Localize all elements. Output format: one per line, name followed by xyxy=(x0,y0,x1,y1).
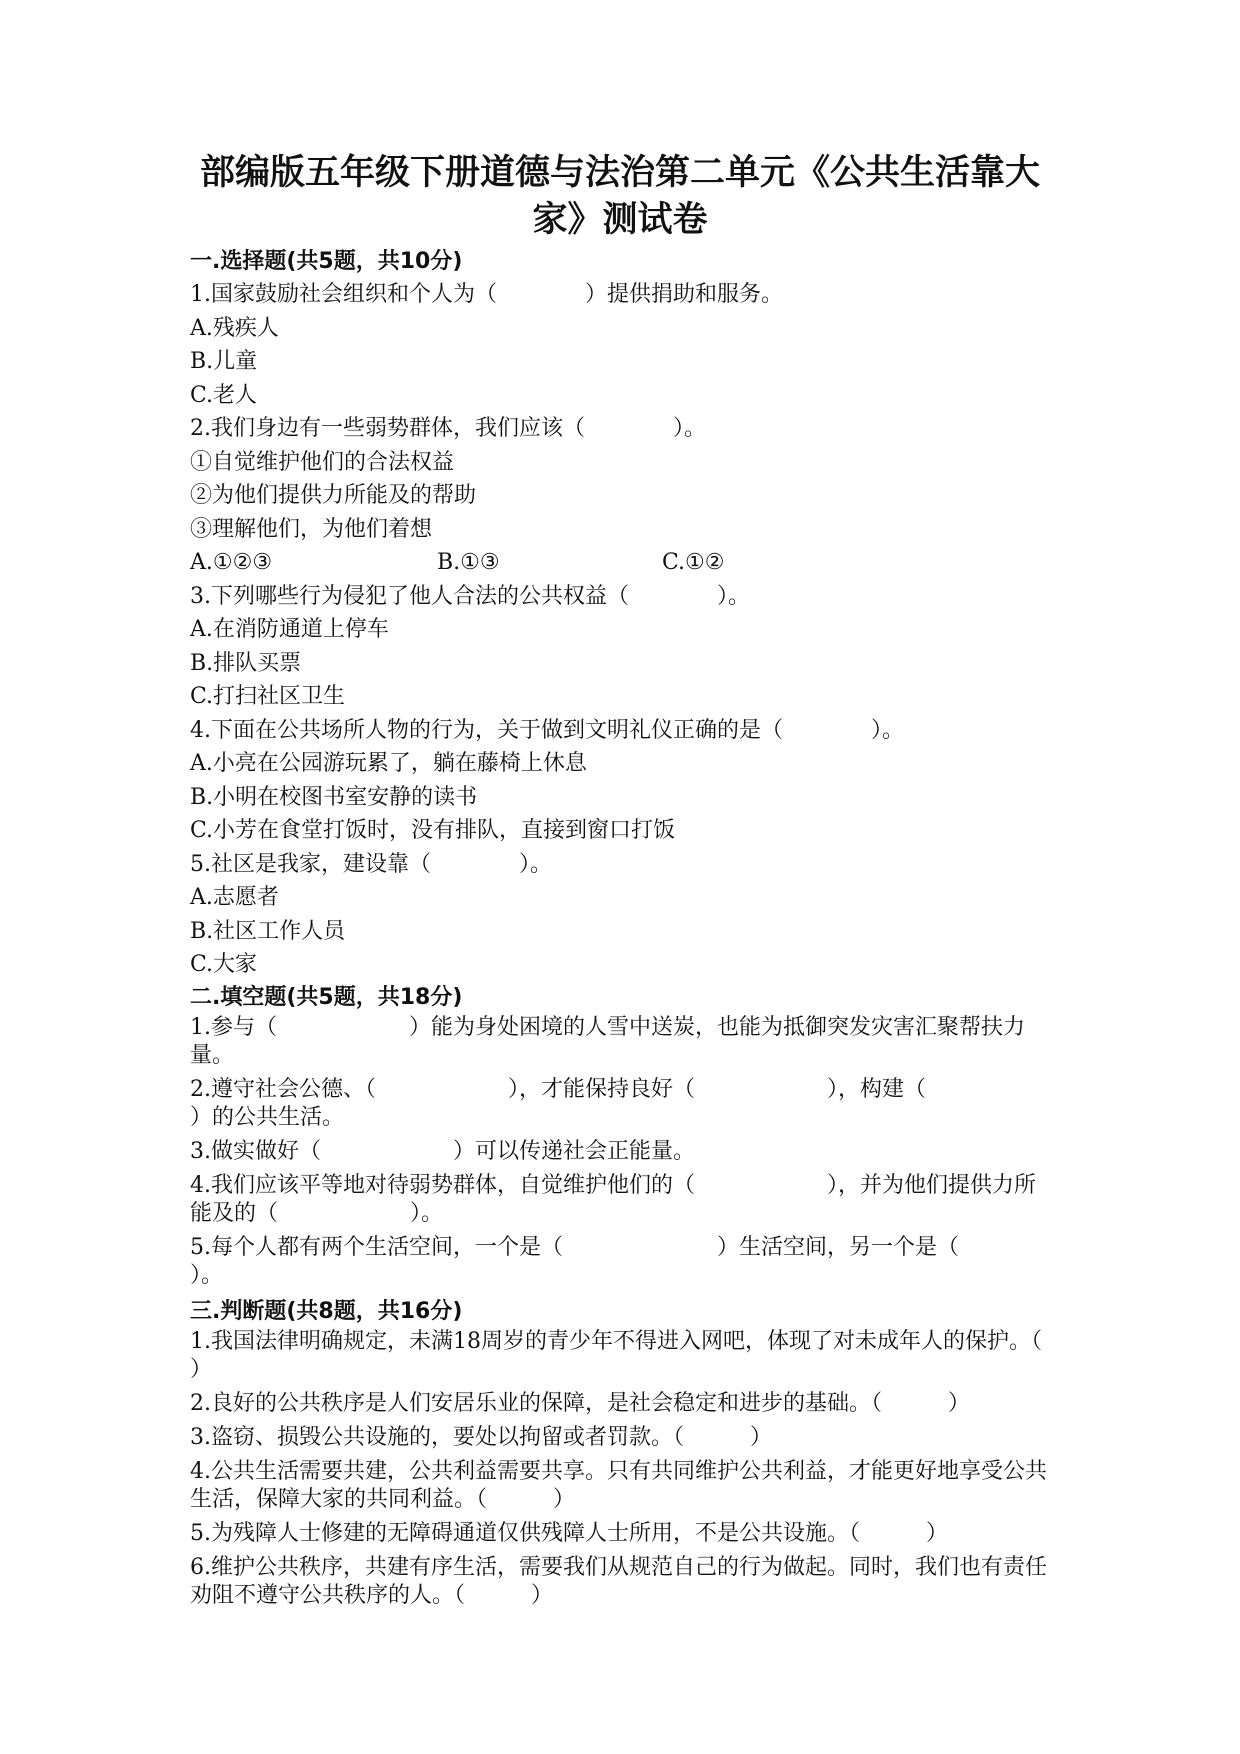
judge-question-2: 2.良好的公共秩序是人们安居乐业的保障，是社会稳定和进步的基础。（ ） xyxy=(190,1390,970,1416)
judge-question-3: 3.盗窃、损毁公共设施的，要处以拘留或者罚款。（ ） xyxy=(190,1424,772,1450)
choice-question-4 xyxy=(190,714,1050,848)
option-b: B.社区工作人员 xyxy=(190,918,346,944)
choice-question-2 xyxy=(190,412,1050,580)
fill-question-2: 2.遵守社会公德、（ ），才能保持良好（ ），构建（ ）的公共生活。 xyxy=(190,1076,1059,1130)
option-a: A.小亮在公园游玩累了，躺在藤椅上休息 xyxy=(190,751,587,776)
options-row xyxy=(190,546,1050,580)
exam-page xyxy=(190,150,1114,1616)
choice-question-5 xyxy=(190,848,1050,982)
option-c: C.打扫社区卫生 xyxy=(190,684,346,709)
option-a: A.志愿者 xyxy=(190,885,279,910)
statement-2: ②为他们提供力所能及的帮助 xyxy=(190,483,477,508)
judge-question-4: 4.公共生活需要共建，公共利益需要共享。只有共同维护公共利益，才能更好地享受公共生活，保障大家的共同利益。（ ） xyxy=(190,1458,1047,1512)
statement-3: ③理解他们，为他们着想 xyxy=(190,516,433,542)
choice-section xyxy=(190,246,1050,982)
option-b: B.小明在校图书室安静的读书 xyxy=(190,784,478,810)
choice-question-1 xyxy=(190,278,1050,412)
option-a: A.①②③ xyxy=(190,550,273,575)
question-stem: 3.下列哪些行为侵犯了他人合法的公共权益（ ）。 xyxy=(190,583,750,609)
section-heading-judge: 三.判断题(共8题，共16分) xyxy=(190,1298,463,1324)
option-a: A.残疾人 xyxy=(190,315,279,341)
option-a: A.在消防通道上停车 xyxy=(190,617,389,642)
option-c: C.①② xyxy=(662,550,725,575)
option-b: B.①③ xyxy=(437,550,500,575)
fill-question-3: 3.做实做好（ ）可以传递社会正能量。 xyxy=(190,1138,695,1164)
section-heading-choice: 一.选择题(共5题，共10分) xyxy=(190,249,463,274)
option-b: B.儿童 xyxy=(190,349,258,374)
judge-question-6: 6.维护公共秩序，共建有序生活，需要我们从规范自己的行为做起。同时，我们也有责任劝阻不遵守公共秩序的人。（ ） xyxy=(190,1554,1047,1608)
option-c: C.老人 xyxy=(190,382,258,408)
fill-question-4: 4.我们应该平等地对待弱势群体，自觉维护他们的（ ），并为他们提供力所能及的（ ）。 xyxy=(190,1172,1036,1226)
choice-question-3 xyxy=(190,580,1050,714)
question-stem: 1.国家鼓励社会组织和个人为（ ）提供捐助和服务。 xyxy=(190,282,783,307)
exam-title: 部编版五年级下册道德与法治第二单元《公共生活靠大家》测试卷 xyxy=(199,153,1040,240)
option-b: B.排队买票 xyxy=(190,650,302,676)
statement-1: ①自觉维护他们的合法权益 xyxy=(190,449,455,475)
fill-question-5: 5.每个人都有两个生活空间，一个是（ ）生活空间，另一个是（ ）。 xyxy=(190,1234,1114,1288)
judge-question-1: 1.我国法律明确规定，未满18周岁的青少年不得进入网吧，体现了对未成年人的保护。（ ） xyxy=(190,1328,1109,1382)
judge-section xyxy=(190,1296,1109,1610)
fill-section xyxy=(190,982,1114,1290)
section-heading-fill: 二.填空题(共5题，共18分) xyxy=(190,984,463,1010)
judge-question-5: 5.为残障人士修建的无障碍通道仅供残障人士所用，不是公共设施。（ ） xyxy=(190,1520,948,1546)
question-stem: 4.下面在公共场所人物的行为，关于做到文明礼仪正确的是（ ）。 xyxy=(190,717,904,743)
question-stem: 2.我们身边有一些弱势群体，我们应该（ ）。 xyxy=(190,416,706,441)
option-c: C.大家 xyxy=(190,952,258,977)
option-c: C.小芳在食堂打饭时，没有排队，直接到窗口打饭 xyxy=(190,818,676,843)
fill-question-1: 1.参与（ ）能为身处困境的人雪中送炭，也能为抵御突发灾害汇聚帮扶力量。 xyxy=(190,1014,1025,1068)
question-stem: 5.社区是我家，建设靠（ ）。 xyxy=(190,851,552,877)
